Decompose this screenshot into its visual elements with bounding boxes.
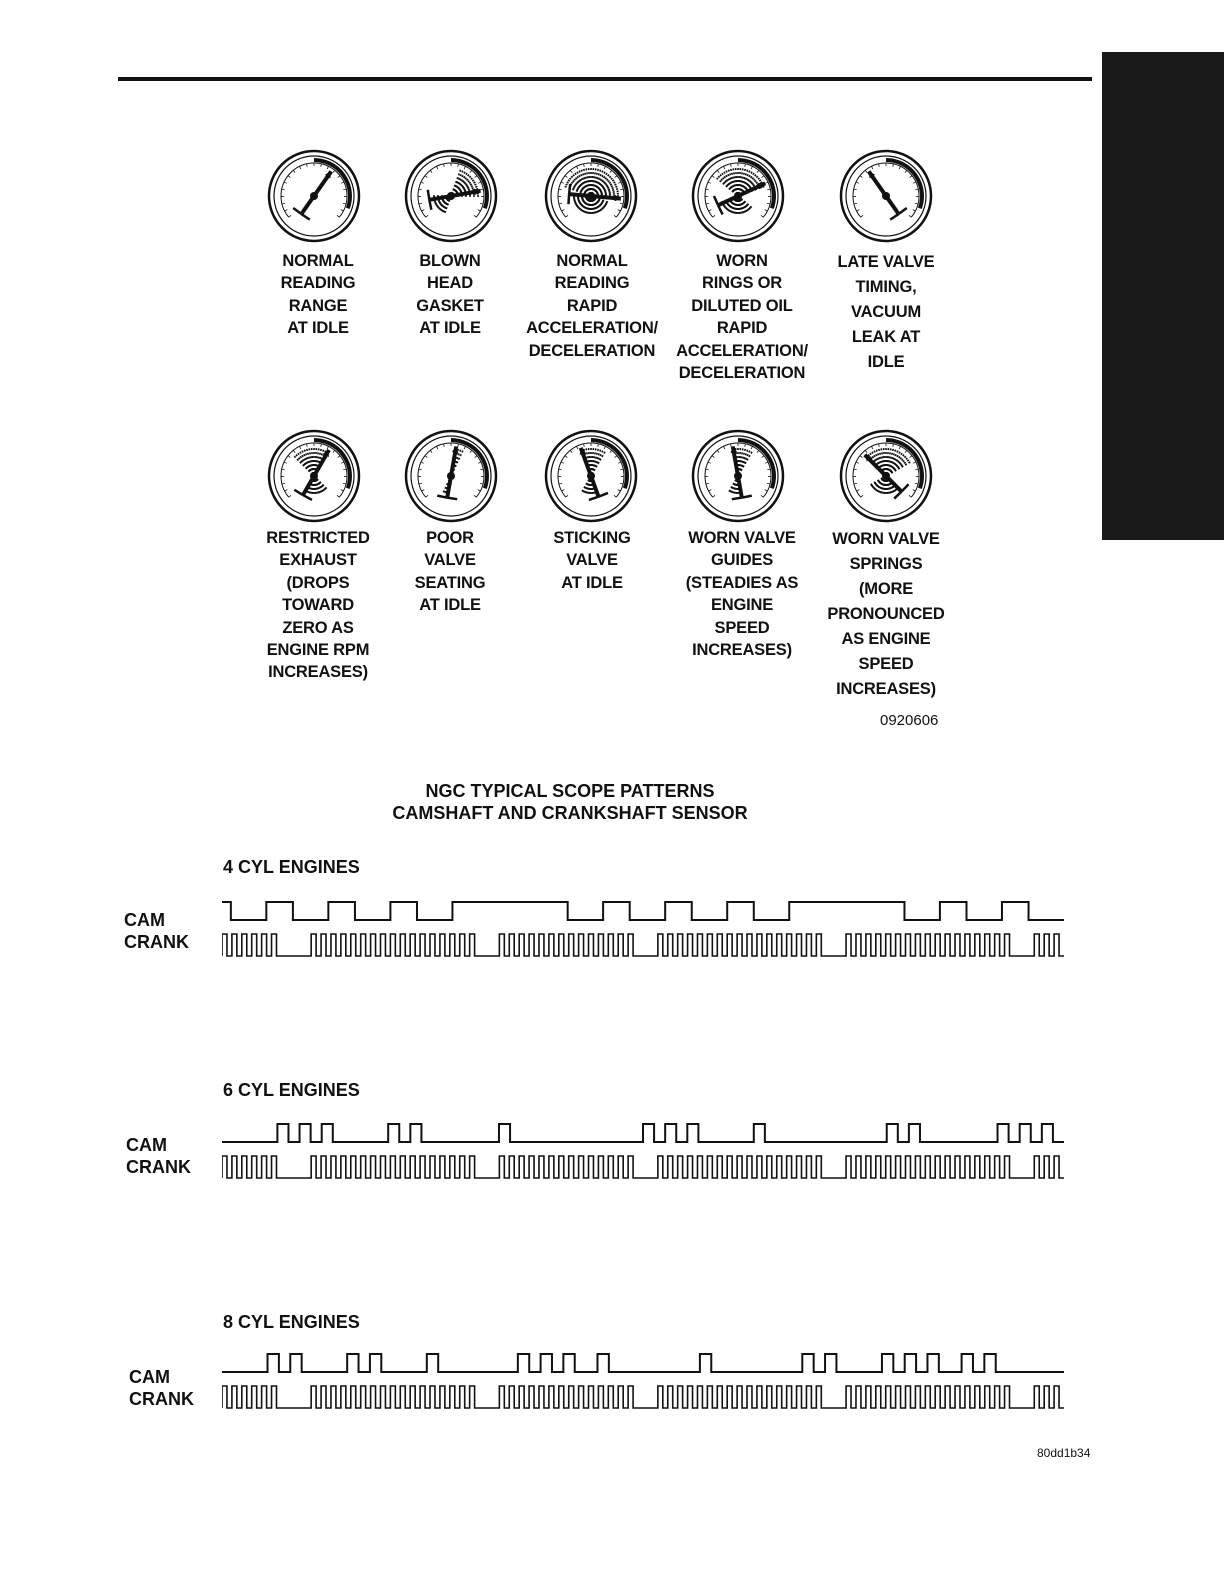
vacuum-gauge [543,428,639,524]
gauge-caption: WORN VALVE SPRINGS (MORE PRONOUNCED AS ENGINE SPEED INCREASES) [827,530,945,698]
section-tab [1102,52,1224,540]
scope-title: NGC TYPICAL SCOPE PATTERNS CAMSHAFT AND CRANKSHAFT SENSOR [392,781,748,823]
vacuum-gauge [266,148,362,244]
signal-labels: CAM CRANK [124,910,189,952]
crank-trace [222,1156,1064,1178]
vacuum-gauge [403,428,499,524]
scope-waveform [222,898,1064,962]
engine-title: 8 CYL ENGINES [223,1312,360,1332]
vacuum-gauge [838,428,934,524]
gauge-caption: LATE VALVE TIMING, VACUUM LEAK AT IDLE [837,253,935,371]
crank-trace [222,934,1064,956]
scope-waveform [222,1350,1064,1414]
gauge-caption: STICKING VALVE AT IDLE [553,529,631,592]
vacuum-gauge [266,428,362,524]
top-rule [118,77,1092,81]
crank-trace [222,1386,1064,1408]
gauge-caption: BLOWN HEAD GASKET AT IDLE [416,252,484,338]
scope-waveform [222,1120,1064,1184]
vacuum-gauge [690,148,786,244]
vacuum-gauge [403,148,499,244]
signal-labels: CAM CRANK [126,1135,191,1177]
engine-title: 6 CYL ENGINES [223,1080,360,1100]
engine-title: 4 CYL ENGINES [223,857,360,877]
figure-code: 80dd1b34 [1037,1446,1091,1460]
cam-trace [222,1354,1064,1372]
gauge-caption: RESTRICTED EXHAUST (DROPS TOWARD ZERO AS ENGINE RPM INCREASES) [266,529,370,682]
vacuum-gauge [543,148,639,244]
signal-labels: CAM CRANK [129,1367,194,1409]
cam-trace [222,902,1064,920]
cam-trace [222,1124,1064,1142]
vacuum-gauge [838,148,934,244]
gauge-caption: WORN RINGS OR DILUTED OIL RAPID ACCELERATION/ DECELERATION [676,252,808,383]
gauge-caption: WORN VALVE GUIDES (STEADIES AS ENGINE SPEED INCREASES) [685,529,799,660]
gauge-caption: NORMAL READING RANGE AT IDLE [280,252,356,338]
figure-code: 0920606 [880,712,939,729]
gauge-caption: NORMAL READING RAPID ACCELERATION/ DECELERATION [526,252,658,360]
gauge-caption: POOR VALVE SEATING AT IDLE [414,529,486,615]
vacuum-gauge [690,428,786,524]
